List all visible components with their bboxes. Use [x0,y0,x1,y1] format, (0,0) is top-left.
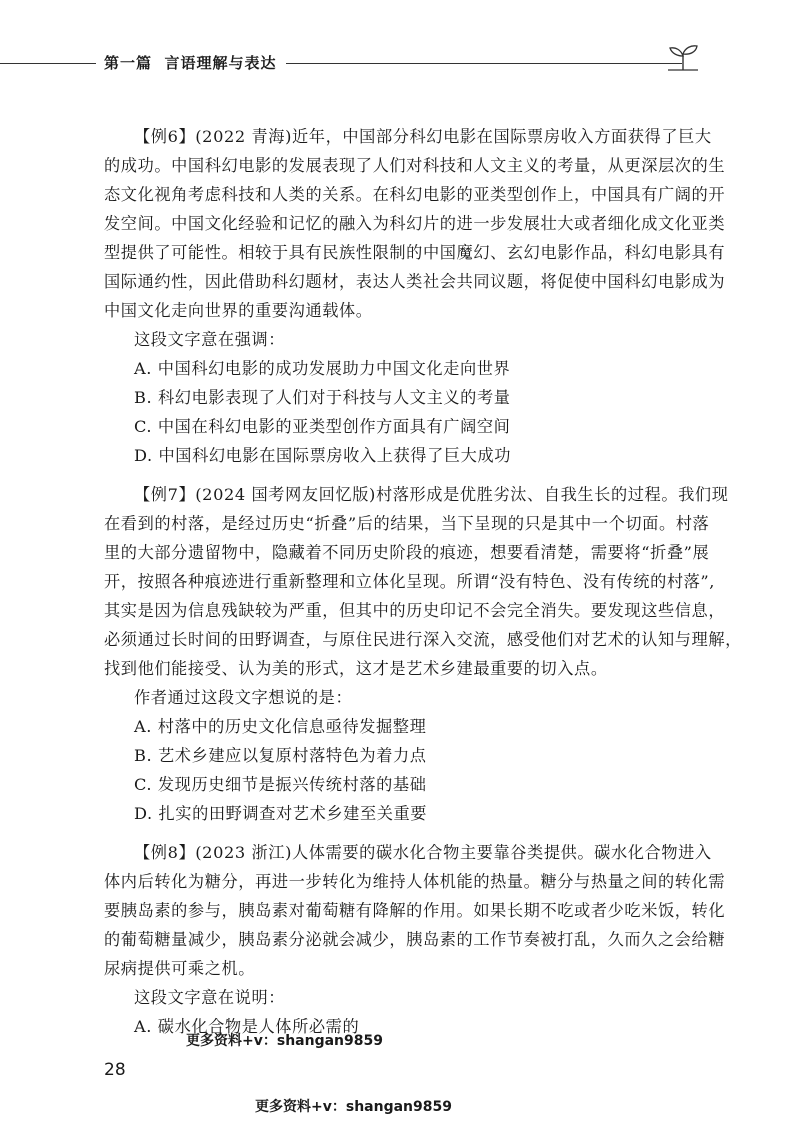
example-6-line-4: 发空间。中国文化经验和记忆的融入为科幻片的进一步发展壮大或者细化成文化亚类 [104,214,726,233]
example-7-line-4: 开，按照各种痕迹进行重新整理和立体化呈现。所谓“没有特色、没有传统的村落”, [104,572,716,591]
example-8-line-1: 【例8】(2023 浙江)人体需要的碳水化合物主要靠谷类提供。碳水化合物进入 [134,843,712,862]
example-7-option-c: C. 发现历史细节是振兴传统村落的基础 [134,775,427,794]
example-7-line-2: 在看到的村落，是经过历史“折叠”后的结果，当下呈现的只是其中一个切面。村落 [104,514,710,533]
watermark-footer: 更多资料+v：shangan9859 [255,1099,452,1115]
sprout-icon [666,44,700,72]
example-6-option-d: D. 中国科幻电影在国际票房收入上获得了巨大成功 [134,446,512,465]
example-6-question: 这段文字意在强调： [134,330,286,349]
example-7-line-1: 【例7】(2024 国考网友回忆版)村落形成是优胜劣汰、自我生长的过程。我们现 [134,485,729,504]
header-section: 言语理解与表达 [164,54,277,72]
example-8-line-4: 的葡萄糖量减少，胰岛素分泌就会减少，胰岛素的工作节奏被打乱，久而久之会给糖 [104,930,726,949]
running-header [0,44,800,74]
example-7-line-5: 其实是因为信息残缺较为严重，但其中的历史印记不会完全消失。要发现这些信息， [104,601,726,620]
example-7-line-6: 必须通过长时间的田野调查，与原住民进行深入交流，感受他们对艺术的认知与理解， [104,630,742,649]
header-title [104,52,276,73]
example-6-line-2: 的成功。中国科幻电影的发展表现了人们对科技和人文主义的考量，从更深层次的生 [104,156,726,175]
page-number: 28 [104,1060,126,1080]
example-6-option-c: C. 中国在科幻电影的亚类型创作方面具有广阔空间 [134,417,511,436]
example-6-option-a: A. 中国科幻电影的成功发展助力中国文化走向世界 [134,359,511,378]
example-6-line-5: 型提供了可能性。相较于具有民族性限制的中国魔幻、玄幻电影作品，科幻电影具有 [104,243,726,262]
example-8-line-2: 体内后转化为糖分，再进一步转化为维持人体机能的热量。糖分与热量之间的转化需 [104,872,726,891]
example-7-line-7: 找到他们能接受、认为美的形式，这才是艺术乡建最重要的切入点。 [104,659,608,678]
example-6-line-6: 国际通约性，因此借助科幻题材，表达人类社会共同议题，将促使中国科幻电影成为 [104,272,726,291]
example-7-option-a: A. 村落中的历史文化信息亟待发掘整理 [134,717,427,736]
example-6-line-7: 中国文化走向世界的重要沟通载体。 [104,301,373,320]
example-8-line-5: 尿病提供可乘之机。 [104,959,256,978]
header-rule-right [286,63,682,64]
example-7-line-3: 里的大部分遗留物中，隐藏着不同历史阶段的痕迹，想要看清楚，需要将“折叠”展 [104,543,710,562]
example-7-question: 作者通过这段文字想说的是： [134,688,353,707]
header-rule-left [0,63,96,64]
example-6-line-3: 态文化视角考虑科技和人类的关系。在科幻电影的亚类型创作上，中国具有广阔的开 [104,185,726,204]
example-6-option-b: B. 科幻电影表现了人们对于科技与人文主义的考量 [134,388,511,407]
watermark-inline: 更多资料+v：shangan9859 [186,1033,383,1049]
example-8-option-a: A. 碳水化合物是人体所必需的 [134,1017,360,1036]
example-7-option-d: D. 扎实的田野调查对艺术乡建至关重要 [134,804,428,823]
header-spacer [152,54,164,72]
header-chapter: 第一篇 [104,54,153,72]
example-8-line-3: 要胰岛素的参与，胰岛素对葡萄糖有降解的作用。如果长期不吃或者少吃米饭，转化 [104,901,726,920]
example-8-question: 这段文字意在说明： [134,988,286,1007]
example-6-line-1: 【例6】(2022 青海)近年，中国部分科幻电影在国际票房收入方面获得了巨大 [134,127,712,146]
example-7-option-b: B. 艺术乡建应以复原村落特色为着力点 [134,746,427,765]
